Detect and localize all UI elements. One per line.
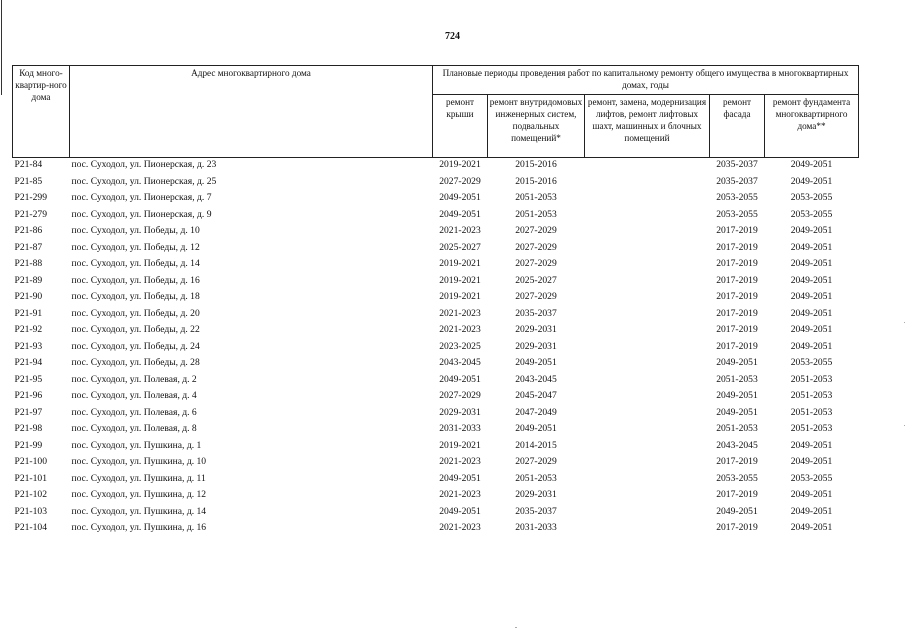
cell-elevators xyxy=(585,274,710,291)
cell-facade: 2017-2019 xyxy=(716,241,758,253)
cell-foundation: 2049-2051 xyxy=(790,225,833,236)
table-row xyxy=(13,340,859,357)
cell-code: P21-97 xyxy=(14,406,43,418)
cell-roof: 2043-2045 xyxy=(439,357,481,368)
cell-foundation: 2051-2053 xyxy=(790,423,833,434)
cell-address: пос. Суходол, ул. Пионерская, д. 9 xyxy=(71,208,212,220)
cell-code: P21-91 xyxy=(14,307,43,319)
cell-code: P21-100 xyxy=(14,456,48,467)
table-row xyxy=(13,191,859,208)
cell-roof: 2021-2023 xyxy=(439,225,481,236)
cell-address: пос. Суходол, ул. Пушкина, д. 16 xyxy=(71,522,207,533)
table-row xyxy=(13,505,859,522)
table-row xyxy=(13,389,859,406)
cell-address: пос. Суходол, ул. Победы, д. 14 xyxy=(71,258,200,269)
cell-foundation: 2049-2051 xyxy=(790,175,833,187)
table-row xyxy=(13,158,859,175)
repair-schedule-table xyxy=(12,65,859,538)
table-row xyxy=(13,455,859,472)
page-number: 724 xyxy=(445,31,460,42)
cell-code: P21-87 xyxy=(14,241,43,253)
cell-elevators xyxy=(585,224,710,241)
cell-facade: 2017-2019 xyxy=(716,489,758,500)
cell-engineering: 2027-2029 xyxy=(515,225,557,236)
cell-code: P21-103 xyxy=(14,505,48,517)
cell-code: P21-299 xyxy=(14,192,48,203)
cell-engineering: 2047-2049 xyxy=(515,406,557,418)
cell-address: пос. Суходол, ул. Победы, д. 12 xyxy=(71,241,200,253)
cell-foundation: 2049-2051 xyxy=(790,258,833,269)
cell-engineering: 2035-2037 xyxy=(515,307,557,319)
cell-elevators xyxy=(585,505,710,522)
table-row xyxy=(13,356,859,373)
cell-roof: 2021-2023 xyxy=(439,324,481,335)
cell-roof: 2031-2033 xyxy=(439,423,481,434)
cell-engineering: 2027-2029 xyxy=(515,258,557,269)
cell-foundation: 2051-2053 xyxy=(790,373,833,385)
cell-facade: 2049-2051 xyxy=(716,390,758,401)
cell-engineering: 2027-2029 xyxy=(515,291,557,302)
cell-elevators xyxy=(585,191,710,208)
cell-code: P21-98 xyxy=(14,423,43,434)
cell-engineering: 2045-2047 xyxy=(515,390,557,401)
cell-code: P21-90 xyxy=(14,291,43,302)
cell-foundation: 2053-2055 xyxy=(790,357,833,368)
table-row xyxy=(13,472,859,489)
cell-address: пос. Суходол, ул. Победы, д. 18 xyxy=(71,291,200,302)
cell-roof: 2019-2021 xyxy=(439,439,481,451)
cell-facade: 2017-2019 xyxy=(716,274,758,286)
cell-engineering: 2035-2037 xyxy=(515,505,557,517)
table-row xyxy=(13,521,859,538)
table-row xyxy=(13,307,859,324)
cell-roof: 2019-2021 xyxy=(439,291,481,302)
header-facade: ремонт фасада xyxy=(710,95,765,158)
cell-foundation: 2049-2051 xyxy=(790,522,833,533)
cell-foundation: 2049-2051 xyxy=(790,274,833,286)
cell-elevators xyxy=(585,521,710,538)
cell-engineering: 2051-2053 xyxy=(515,472,557,484)
cell-roof: 2027-2029 xyxy=(439,390,481,401)
cell-code: P21-99 xyxy=(14,439,43,451)
cell-facade: 2049-2051 xyxy=(716,406,758,418)
cell-engineering: 2051-2053 xyxy=(515,192,557,203)
cell-code: P21-86 xyxy=(14,225,43,236)
cell-roof: 2019-2021 xyxy=(439,159,481,170)
cell-facade: 2017-2019 xyxy=(716,340,758,352)
cell-roof: 2021-2023 xyxy=(439,522,481,533)
cell-elevators xyxy=(585,323,710,340)
cell-roof: 2021-2023 xyxy=(439,489,481,500)
cell-code: P21-101 xyxy=(14,472,48,484)
cell-facade: 2035-2037 xyxy=(716,159,758,170)
cell-engineering: 2029-2031 xyxy=(515,324,557,335)
header-foundation: ремонт фундамента многоквартирного дома** xyxy=(765,95,859,158)
cell-address: пос. Суходол, ул. Победы, д. 28 xyxy=(71,357,200,368)
table-row xyxy=(13,224,859,241)
cell-foundation: 2049-2051 xyxy=(790,324,833,335)
cell-elevators xyxy=(585,422,710,439)
cell-engineering: 2027-2029 xyxy=(515,456,557,467)
cell-elevators xyxy=(585,373,710,390)
cell-elevators xyxy=(585,241,710,258)
cell-address: пос. Суходол, ул. Победы, д. 10 xyxy=(71,225,200,236)
header-row-top xyxy=(13,66,859,95)
cell-foundation: 2049-2051 xyxy=(790,307,833,319)
cell-code: P21-93 xyxy=(14,340,43,352)
cell-elevators xyxy=(585,208,710,225)
cell-address: пос. Суходол, ул. Пушкина, д. 11 xyxy=(71,472,206,484)
header-roof: ремонт крыши xyxy=(433,95,488,158)
cell-facade: 2049-2051 xyxy=(716,505,758,517)
cell-foundation: 2049-2051 xyxy=(790,159,833,170)
cell-code: P21-102 xyxy=(14,489,48,500)
cell-engineering: 2043-2045 xyxy=(515,373,557,385)
left-margin-rule xyxy=(1,0,2,95)
cell-address: пос. Суходол, ул. Пионерская, д. 23 xyxy=(71,159,217,170)
cell-code: P21-96 xyxy=(14,390,43,401)
cell-facade: 2053-2055 xyxy=(716,208,758,220)
cell-address: пос. Суходол, ул. Пушкина, д. 10 xyxy=(71,456,207,467)
cell-foundation: 2049-2051 xyxy=(790,505,833,517)
cell-roof: 2021-2023 xyxy=(439,456,481,467)
cell-address: пос. Суходол, ул. Полевая, д. 6 xyxy=(71,406,197,418)
cell-roof: 2021-2023 xyxy=(439,307,481,319)
cell-address: пос. Суходол, ул. Пушкина, д. 1 xyxy=(71,439,202,451)
cell-facade: 2053-2055 xyxy=(716,472,758,484)
header-elevators: ремонт, замена, модернизация лифтов, ремонт лифтовых шахт, машинных и блочных помещений xyxy=(585,95,710,158)
cell-roof: 2023-2025 xyxy=(439,340,481,352)
cell-facade: 2035-2037 xyxy=(716,175,758,187)
cell-elevators xyxy=(585,406,710,423)
cell-code: P21-89 xyxy=(14,274,43,286)
cell-engineering: 2049-2051 xyxy=(515,357,557,368)
cell-elevators xyxy=(585,340,710,357)
header-address: Адрес многоквартирного дома xyxy=(70,66,433,158)
cell-elevators xyxy=(585,257,710,274)
cell-foundation: 2049-2051 xyxy=(790,241,833,253)
cell-facade: 2043-2045 xyxy=(716,439,758,451)
cell-roof: 2049-2051 xyxy=(439,472,481,484)
cell-address: пос. Суходол, ул. Полевая, д. 4 xyxy=(71,390,197,401)
table-row xyxy=(13,208,859,225)
cell-address: пос. Суходол, ул. Полевая, д. 2 xyxy=(71,373,197,385)
cell-foundation: 2053-2055 xyxy=(790,208,833,220)
header-engineering: ремонт внутридомовых инженерных систем, подвальных помещений* xyxy=(488,95,585,158)
cell-engineering: 2031-2033 xyxy=(515,522,557,533)
cell-address: пос. Суходол, ул. Победы, д. 20 xyxy=(71,307,200,319)
cell-foundation: 2053-2055 xyxy=(790,472,833,484)
table-row xyxy=(13,373,859,390)
cell-foundation: 2049-2051 xyxy=(790,489,833,500)
cell-code: P21-95 xyxy=(14,373,43,385)
cell-address: пос. Суходол, ул. Пионерская, д. 25 xyxy=(71,175,217,187)
cell-foundation: 2053-2055 xyxy=(790,192,833,203)
table-row xyxy=(13,241,859,258)
table-row xyxy=(13,274,859,291)
cell-elevators xyxy=(585,439,710,456)
cell-engineering: 2027-2029 xyxy=(515,241,557,253)
cell-foundation: 2049-2051 xyxy=(790,439,833,451)
cell-engineering: 2015-2016 xyxy=(515,175,557,187)
table-row xyxy=(13,406,859,423)
cell-facade: 2017-2019 xyxy=(716,456,758,467)
cell-facade: 2049-2051 xyxy=(716,357,758,368)
cell-roof: 2027-2029 xyxy=(439,175,481,187)
cell-foundation: 2049-2051 xyxy=(790,456,833,467)
cell-foundation: 2051-2053 xyxy=(790,406,833,418)
cell-elevators xyxy=(585,488,710,505)
table-body xyxy=(13,158,859,538)
cell-elevators xyxy=(585,307,710,324)
cell-elevators xyxy=(585,175,710,192)
cell-engineering: 2029-2031 xyxy=(515,489,557,500)
cell-facade: 2051-2053 xyxy=(716,373,758,385)
cell-facade: 2017-2019 xyxy=(716,291,758,302)
cell-engineering: 2025-2027 xyxy=(515,274,557,286)
cell-elevators xyxy=(585,455,710,472)
cell-address: пос. Суходол, ул. Пионерская, д. 7 xyxy=(71,192,212,203)
cell-address: пос. Суходол, ул. Победы, д. 16 xyxy=(71,274,200,286)
cell-elevators xyxy=(585,389,710,406)
cell-roof: 2025-2027 xyxy=(439,241,481,253)
cell-engineering: 2051-2053 xyxy=(515,208,557,220)
cell-facade: 2017-2019 xyxy=(716,258,758,269)
cell-address: пос. Суходол, ул. Пушкина, д. 14 xyxy=(71,505,207,517)
table-row xyxy=(13,488,859,505)
table-row xyxy=(13,422,859,439)
cell-engineering: 2049-2051 xyxy=(515,423,557,434)
cell-code: P21-104 xyxy=(14,522,48,533)
cell-facade: 2017-2019 xyxy=(716,225,758,236)
cell-engineering: 2015-2016 xyxy=(515,159,557,170)
cell-code: P21-84 xyxy=(14,159,43,170)
cell-elevators xyxy=(585,290,710,307)
cell-facade: 2017-2019 xyxy=(716,324,758,335)
cell-elevators xyxy=(585,356,710,373)
cell-foundation: 2049-2051 xyxy=(790,291,833,302)
cell-facade: 2017-2019 xyxy=(716,307,758,319)
cell-address: пос. Суходол, ул. Пушкина, д. 12 xyxy=(71,489,207,500)
cell-elevators xyxy=(585,158,710,175)
cell-address: пос. Суходол, ул. Полевая, д. 8 xyxy=(71,423,197,434)
cell-engineering: 2029-2031 xyxy=(515,340,557,352)
cell-code: P21-279 xyxy=(14,208,48,220)
cell-code: P21-92 xyxy=(14,324,43,335)
cell-address: пос. Суходол, ул. Победы, д. 22 xyxy=(71,324,200,335)
cell-roof: 2029-2031 xyxy=(439,406,481,418)
header-periods: Плановые периоды проведения работ по капитальному ремонту общего имущества в многоквартирных домах, годы xyxy=(433,66,859,95)
cell-roof: 2019-2021 xyxy=(439,274,481,286)
cell-foundation: 2049-2051 xyxy=(790,340,833,352)
table-row xyxy=(13,323,859,340)
cell-roof: 2049-2051 xyxy=(439,208,481,220)
table-row xyxy=(13,290,859,307)
cell-address: пос. Суходол, ул. Победы, д. 24 xyxy=(71,340,200,352)
cell-facade: 2051-2053 xyxy=(716,423,758,434)
cell-roof: 2049-2051 xyxy=(439,192,481,203)
cell-facade: 2017-2019 xyxy=(716,522,758,533)
cell-elevators xyxy=(585,472,710,489)
table-row xyxy=(13,175,859,192)
cell-roof: 2019-2021 xyxy=(439,258,481,269)
scan-speck xyxy=(515,627,517,628)
table-row xyxy=(13,439,859,456)
cell-roof: 2049-2051 xyxy=(439,505,481,517)
table-row xyxy=(13,257,859,274)
cell-facade: 2053-2055 xyxy=(716,192,758,203)
cell-roof: 2049-2051 xyxy=(439,373,481,385)
cell-engineering: 2014-2015 xyxy=(515,439,557,451)
cell-code: P21-88 xyxy=(14,258,43,269)
cell-code: P21-85 xyxy=(14,175,43,187)
header-code: Код много-квартир-ного дома xyxy=(13,66,70,158)
cell-code: P21-94 xyxy=(14,357,43,368)
cell-foundation: 2051-2053 xyxy=(790,390,833,401)
